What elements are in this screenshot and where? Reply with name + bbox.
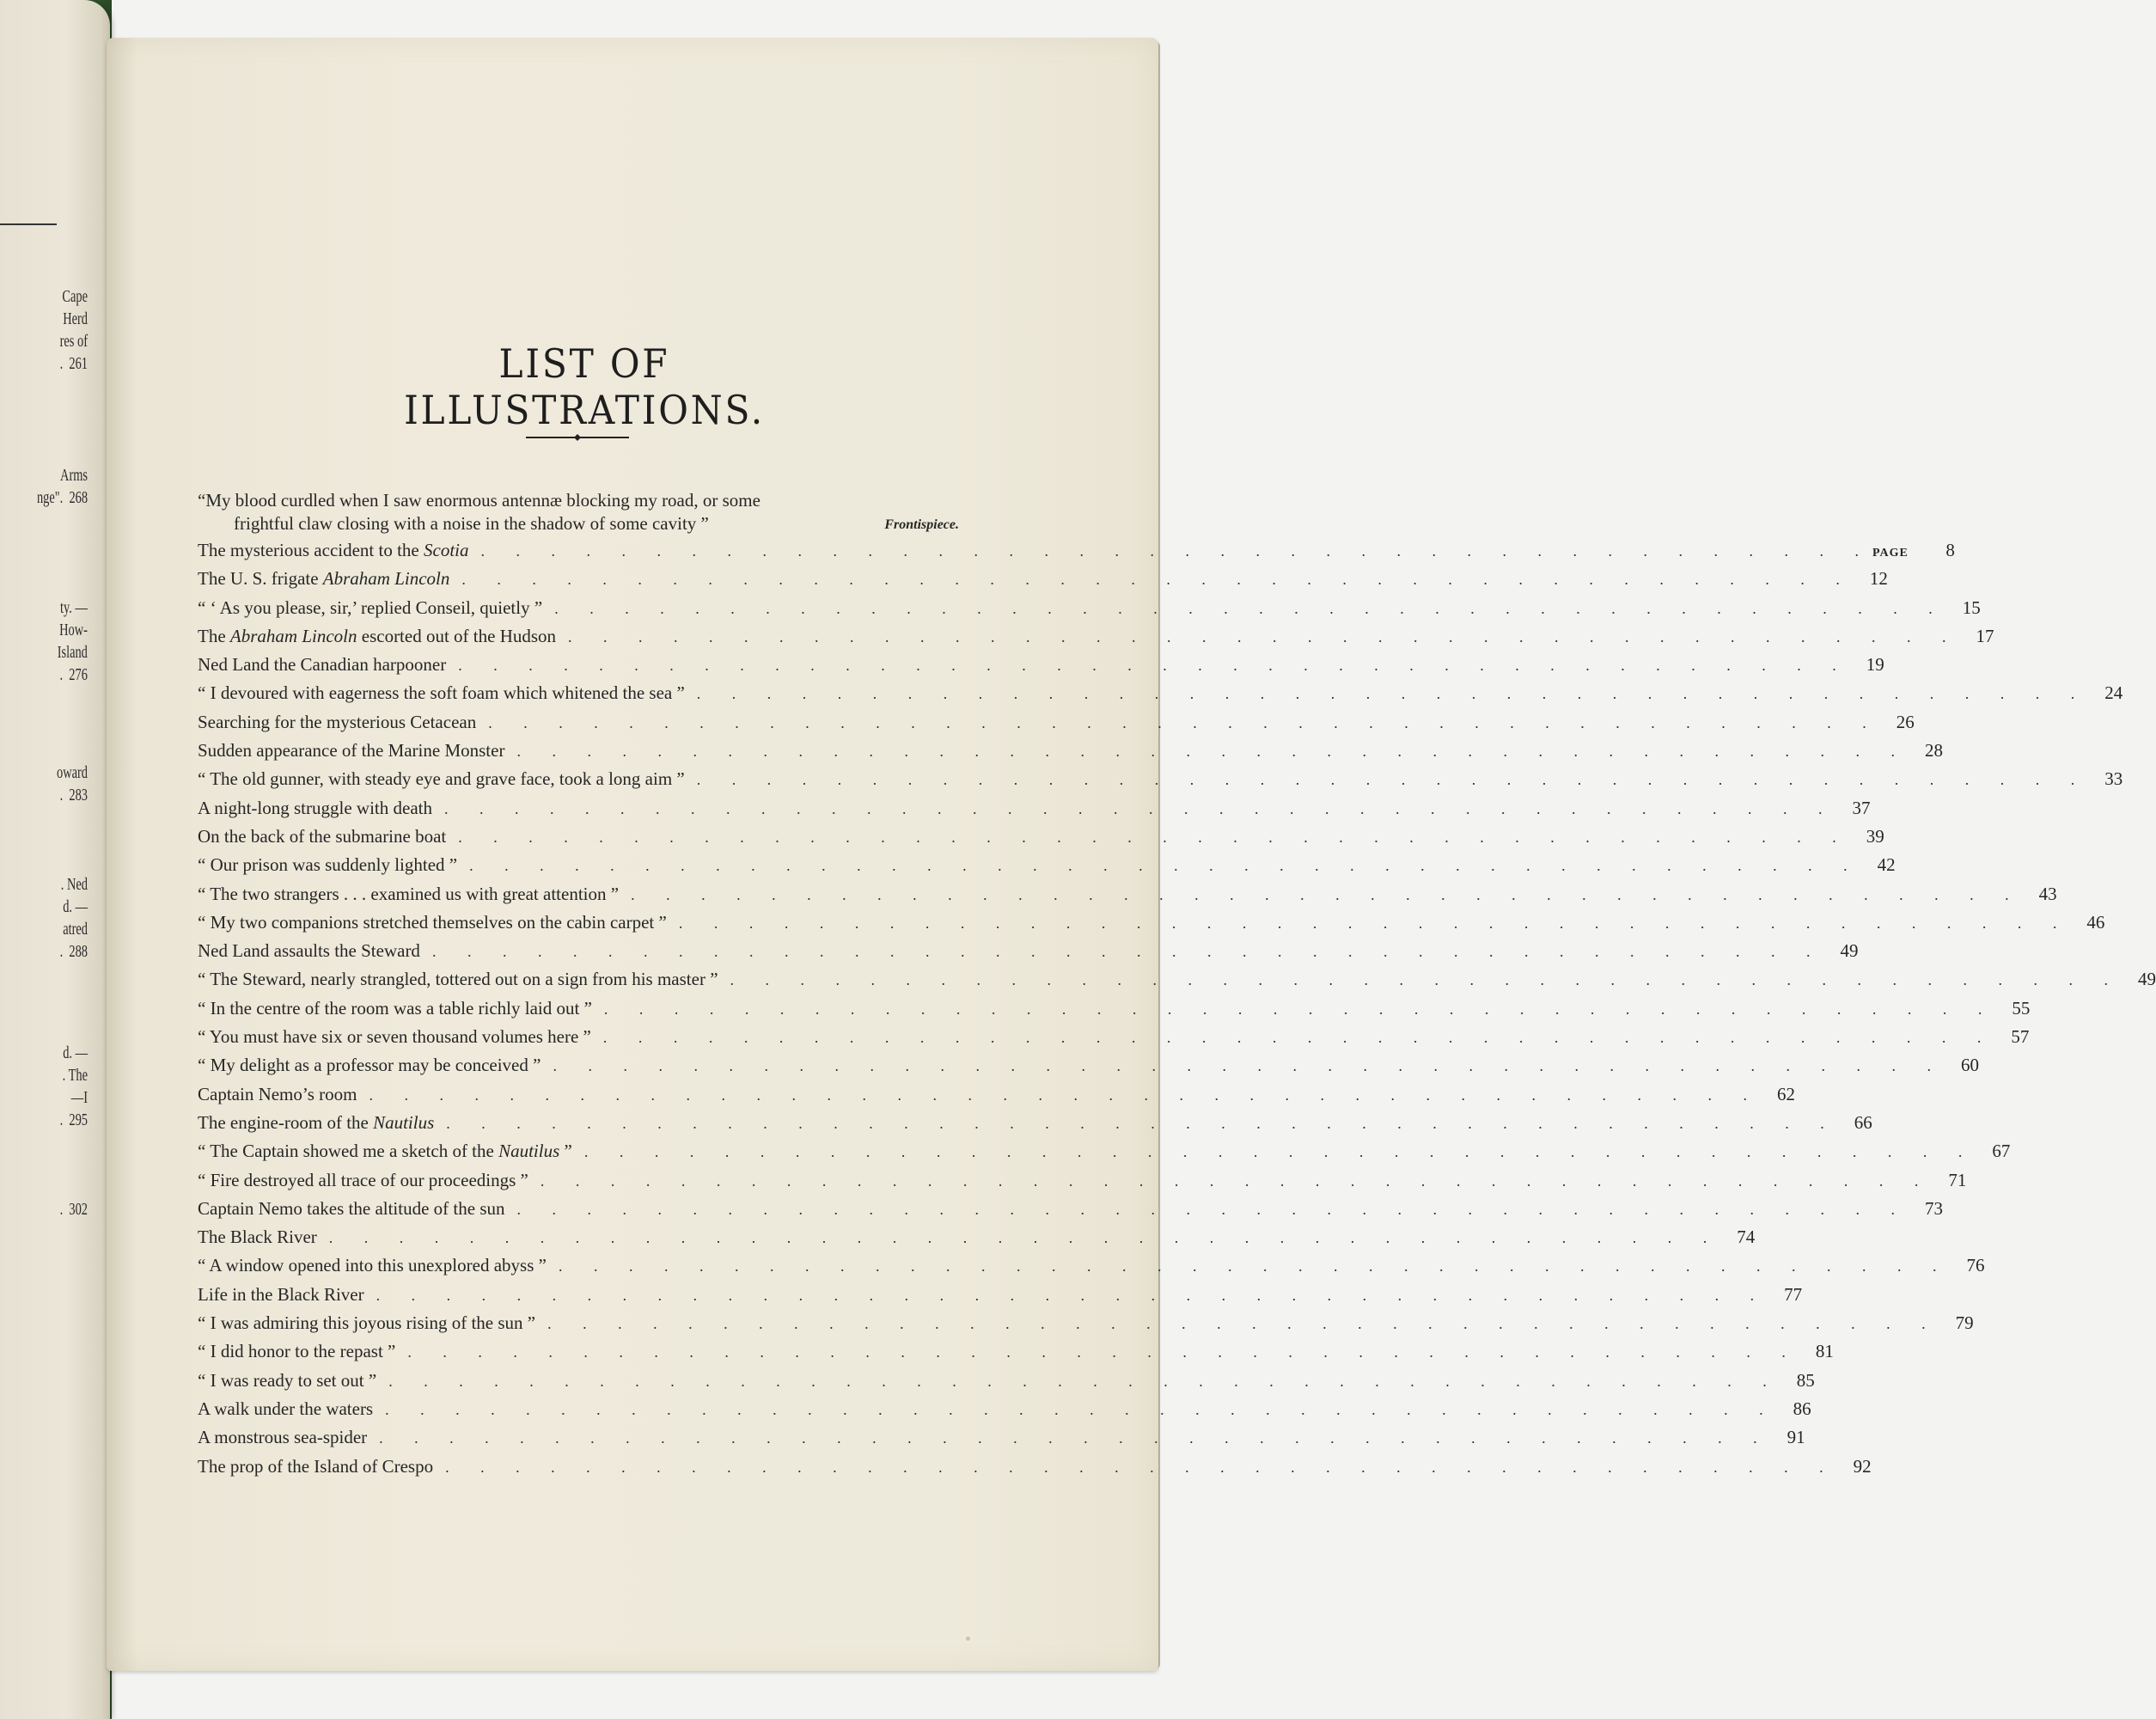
- entry-caption: [198, 998, 592, 1019]
- left-page-fragment: Cape Herd res of . 261: [59, 287, 88, 373]
- paper-spot: [966, 1636, 970, 1641]
- entry-page-number: 46: [2086, 911, 2105, 933]
- leader-dots: . . . . . . . . . . . . . . . . . . . . . . . . . . . . . . . . . . . . . . . .: [583, 1143, 1976, 1161]
- list-item: [198, 1197, 1943, 1227]
- entry-caption: [198, 1141, 572, 1162]
- left-page-fragment: oward . 283: [57, 763, 88, 804]
- entry-caption-italic: Nautilus: [373, 1111, 435, 1133]
- leader-dots: . . . . . . . . . . . . . . . . . . . . . . . . . . . . . . . . . . . . . . . .: [540, 1171, 1933, 1190]
- entry-caption-text: “ I did honor to the repast ”: [198, 1341, 396, 1362]
- entry-caption-text: ”: [559, 1141, 572, 1162]
- leader-dots: . . . . . . . . . . . . . . . . . . . . . . . . . . . . . . . . . . . . . . . .: [554, 599, 1946, 617]
- list-item: [198, 1369, 1815, 1398]
- entry-caption: [198, 1170, 528, 1191]
- entry-caption: [198, 1084, 357, 1105]
- list-item: [198, 596, 1981, 626]
- entry-page-number: 76: [1966, 1255, 1985, 1276]
- list-item: [198, 883, 2057, 912]
- leader-dots: . . . . . . . . . . . . . . . . . . . . . . . . . . . . . . . . . . . . . . . .: [379, 1429, 1771, 1447]
- entry-caption-text: Ned Land assaults the Steward: [198, 940, 420, 962]
- entry-caption: [198, 826, 446, 847]
- divider-ornament: [526, 432, 629, 443]
- list-item: [198, 1398, 1811, 1427]
- entry-page-number: 43: [2038, 883, 2057, 904]
- entry-caption-italic: Nautilus: [498, 1141, 560, 1162]
- entry-page-number: 74: [1737, 1227, 1756, 1248]
- entry-page-number: 62: [1776, 1083, 1795, 1104]
- entry-caption: [198, 1198, 505, 1220]
- list-item: [198, 940, 1859, 969]
- entry-caption-text: On the back of the submarine boat: [198, 825, 447, 847]
- left-page-fragment: Arms nge". 268: [36, 466, 88, 507]
- entry-caption-text: A night-long struggle with death: [198, 797, 432, 818]
- leader-dots: . . . . . . . . . . . . . . . . . . . . . . . . . . . . . . . . . . . . . . . .: [388, 1372, 1780, 1390]
- entry-page-number: 28: [1924, 740, 1943, 762]
- entry-page-number: 85: [1796, 1369, 1815, 1391]
- leader-dots: . . . . . . . . . . . . . . . . . . . . . . . . . . . . . . . . . . . . . . . .: [696, 685, 2089, 703]
- entry-caption: [198, 1398, 373, 1420]
- list-item: [198, 1255, 1985, 1283]
- entry-caption-line2: frightful claw closing with a noise in the shadow of some cavity ”: [234, 513, 709, 534]
- page-title: LIST OF ILLUSTRATIONS.: [404, 340, 765, 433]
- entry-caption-text: The Black River: [198, 1227, 317, 1248]
- entry-page-number: 49: [1840, 940, 1859, 962]
- leader-dots: . . . . . . . . . . . . . . . . . . . . . . . . . . . . . . . . . . . . . . . .: [443, 799, 1836, 817]
- entry-caption-text: “ The two strangers . . . examined us with great attention ”: [198, 883, 620, 904]
- list-item: [198, 1169, 1967, 1198]
- entry-caption-text: “ I devoured with eagerness the soft foam which whitened the sea ”: [198, 682, 685, 704]
- entry-caption: [198, 1227, 317, 1248]
- list-item: [198, 711, 1915, 740]
- list-item: [198, 1083, 1795, 1112]
- entry-page-frontispiece: Frontispiece.: [884, 517, 959, 532]
- leader-dots: . . . . . . . . . . . . . . . . . . . . . . . . . . . . . . . . . . . . . . . .: [376, 1286, 1768, 1304]
- leader-dots: . . . . . . . . . . . . . . . . . . . . . . . . . . . . . . . . . . . . . . . .: [553, 1057, 1945, 1075]
- entry-caption-text: “ A window opened into this unexplored abyss ”: [198, 1255, 547, 1276]
- list-item: [198, 1141, 2011, 1169]
- entry-caption-text: escorted out of the Hudson: [357, 625, 557, 646]
- list-item: [198, 1427, 1805, 1455]
- entry-page-number: 73: [1925, 1197, 1943, 1219]
- list-item: [198, 654, 1884, 682]
- leader-dots: . . . . . . . . . . . . . . . . . . . . . . . . . . . . . . . . . . . . . . . .: [488, 713, 1880, 731]
- leader-dots: . . . . . . . . . . . . . . . . . . . . . . . . . . . . . . . . . . . . . . . .: [469, 857, 1861, 875]
- entry-page-number: 86: [1793, 1398, 1811, 1419]
- entry-caption-text: “ The old gunner, with steady eye and grave face, took a long aim ”: [198, 768, 685, 790]
- entry-caption-text: A walk under the waters: [198, 1398, 374, 1419]
- list-item: [198, 768, 2123, 797]
- list-item: [198, 1227, 1756, 1255]
- leader-dots: . . . . . . . . . . . . . . . . . . . . . . . . . . . . . . . . . . . . . . . .: [678, 914, 2071, 932]
- leader-dots: . . . . . . . . . . . . . . . . . . . . . . . . . . . . . . . . . . . . . . . .: [369, 1086, 1761, 1104]
- entry-caption: [198, 969, 718, 990]
- entry-caption: [198, 1312, 535, 1334]
- leader-dots: . . . . . . . . . . . . . . . . . . . . . . . . . . . . . . . . . . . . . . . .: [461, 571, 1854, 589]
- entry-caption: [198, 712, 476, 733]
- entry-caption-text: “ My delight as a professor may be conceived ”: [198, 1055, 541, 1076]
- list-item: [198, 969, 2156, 997]
- entry-caption: [198, 854, 457, 876]
- entry-caption: [198, 1456, 433, 1477]
- entry-caption: [198, 1284, 364, 1306]
- entry-caption: [198, 940, 420, 962]
- entry-page-number: 42: [1877, 854, 1896, 876]
- entry-caption: [198, 1255, 547, 1276]
- list-item: [198, 1055, 1979, 1083]
- entry-caption-text: “ You must have six or seven thousand volumes here ”: [198, 1026, 591, 1048]
- entry-caption-text: Captain Nemo’s room: [198, 1083, 357, 1104]
- leader-dots: . . . . . . . . . . . . . . . . . . . . . . . . . . . . . . . . . . . . . . . .: [516, 1200, 1909, 1218]
- entry-caption-italic: Abraham Lincoln: [322, 568, 450, 590]
- list-item: [198, 625, 1994, 654]
- left-page-fragment: d. — . The —I . 295: [59, 1043, 88, 1129]
- left-page-fragment: . Ned d. — atred . 288: [59, 875, 88, 961]
- entry-page-number: 26: [1896, 711, 1915, 732]
- entry-caption-text: A monstrous sea-spider: [198, 1427, 368, 1448]
- entry-page-number: 79: [1955, 1312, 1974, 1334]
- entry-caption: [198, 798, 432, 819]
- leader-dots: . . . . . . . . . . . . . . . . . . . . . . . . . . . . . . . . . . . . . . . .: [602, 1029, 1995, 1047]
- entry-rows: [198, 540, 2156, 1484]
- list-item: [198, 1111, 1872, 1141]
- leader-dots: . . . . . . . . . . . . . . . . . . . . . . . . . . . . . . . . . . . . . . . .: [431, 943, 1824, 961]
- entry-caption-text: The engine-room of the: [198, 1111, 374, 1133]
- entry-caption-text: The prop of the Island of Crespo: [198, 1455, 434, 1477]
- entry-caption-line1: “My blood curdled when I saw enormous antennæ blocking my road, or some: [198, 490, 760, 511]
- list-item: [198, 568, 1888, 596]
- entry-caption: [198, 682, 685, 704]
- list-item: [198, 1312, 1974, 1341]
- entry-caption-text: “ Our prison was suddenly lighted ”: [198, 854, 458, 876]
- entry-caption: [198, 568, 449, 590]
- left-page-fragment: . 302: [59, 1200, 88, 1219]
- entry-caption: [198, 1427, 367, 1448]
- list-item: [198, 825, 1884, 854]
- list-item: [198, 1341, 1834, 1369]
- entry-page-number: 91: [1786, 1427, 1805, 1448]
- entry-caption-text: “ My two companions stretched themselves on the cabin carpet ”: [198, 911, 667, 933]
- leader-dots: . . . . . . . . . . . . . . . . . . . . . . . . . . . . . . . . . . . . . . . .: [558, 1257, 1951, 1275]
- entry-caption-text: “ The Steward, nearly strangled, tottered out on a sign from his master ”: [198, 969, 718, 990]
- entry-caption-text: Sudden appearance of the Marine Monster: [198, 740, 505, 762]
- entry-caption: [198, 1341, 395, 1362]
- entry-caption: [198, 740, 504, 762]
- entry-caption-text: The U. S. frigate: [198, 568, 323, 590]
- entry-caption-italic: Abraham Lincoln: [229, 625, 357, 646]
- entry-page-number: 37: [1852, 797, 1871, 818]
- leader-dots: . . . . . . . . . . . . . . . . . . . . . . . . . . . . . . . . . . . . . . . .: [730, 971, 2122, 989]
- list-item: [198, 740, 1943, 768]
- entry-caption-text: The mysterious accident to the: [198, 540, 424, 560]
- entry-caption: [198, 540, 469, 561]
- left-page-fragment: ty. — How- Island . 276: [57, 598, 88, 684]
- leader-dots: . . . . . . . . . . . . . . . . . . . . . . . . . . . . . . . . . . . . . . . .: [407, 1343, 1799, 1361]
- leader-dots: . . . . . . . . . . . . . . . . . . . . . . . . . . . . . . . . . . . . . . . .: [458, 828, 1850, 846]
- entry-page-number: 8: [1945, 540, 1955, 560]
- entry-caption: [198, 626, 556, 647]
- leader-dots: . . . . . . . . . . . . . . . . . . . . . . . . . . . . . . . . . . . . . . . .: [603, 1000, 1996, 1018]
- entry-caption: [198, 597, 542, 619]
- leader-dots: . . . . . . . . . . . . . . . . . . . . . . . . . . . . . . . . . . . . . . . .: [445, 1458, 1837, 1476]
- leader-dots: . . . . . . . . . . . . . . . . . . . . . . . . . . . . . . . . . . . . . . . .: [446, 1114, 1838, 1132]
- entry-caption-italic: Scotia: [424, 540, 469, 560]
- entry-caption-text: The: [198, 625, 230, 646]
- entry-caption: [198, 1370, 376, 1392]
- entry-caption-text: “ I was ready to set out ”: [198, 1369, 377, 1391]
- illustration-list: [198, 490, 2156, 1484]
- list-item: [198, 911, 2105, 940]
- entry-page-number: 24: [2104, 682, 2123, 704]
- list-item: [198, 797, 1871, 826]
- entry-caption-text: “ ‘ As you please, sir,’ replied Conseil, quietly ”: [198, 596, 543, 618]
- leader-dots: . . . . . . . . . . . . . . . . . . . . . . . . . . . . . . . . . . . . . . . .: [328, 1229, 1721, 1247]
- leader-dots: . . . . . . . . . . . . . . . . . . . . . . . . . . . . . . . . . . . . . . . .: [516, 743, 1909, 761]
- entry-caption: [198, 1055, 541, 1076]
- entry-page-number: 55: [2012, 997, 2031, 1019]
- entry-page-number: 39: [1866, 825, 1884, 847]
- entry-page-number: 92: [1853, 1455, 1872, 1477]
- left-page-rule: [0, 223, 57, 225]
- list-item: [198, 682, 2123, 711]
- entry-caption: [198, 884, 619, 905]
- list-item: [198, 1026, 2030, 1055]
- entry-page-number: 60: [1960, 1055, 1979, 1076]
- left-page: [0, 0, 110, 1719]
- entry-caption: [198, 1112, 434, 1134]
- entry-page-number: 12: [1869, 568, 1888, 590]
- entry-caption: [198, 912, 667, 933]
- leader-dots: . . . . . . . . . . . . . . . . . . . . . . . . . . . . . . . . . . . . . . . .: [696, 771, 2089, 789]
- entry-caption-text: Ned Land the Canadian harpooner: [198, 654, 447, 676]
- list-item: [198, 540, 1955, 568]
- entry-caption-text: “ I was admiring this joyous rising of the sun ”: [198, 1312, 536, 1334]
- leader-dots: . . . . . . . . . . . . . . . . . . . . . . . . . . . . . . . . . . . . . . . .: [385, 1400, 1777, 1418]
- entry-page-number: 81: [1815, 1341, 1834, 1362]
- list-item-frontispiece: [198, 490, 959, 540]
- entry-page-number: 66: [1854, 1111, 1872, 1133]
- entry-caption-text: Searching for the mysterious Cetacean: [198, 711, 477, 732]
- leader-dots: . . . . . . . . . . . . . . . . . . . . . . . . . . . . . . . . . . . . . . . .: [568, 627, 1960, 645]
- entry-page-number: 19: [1866, 654, 1884, 676]
- entry-caption-text: Life in the Black River: [198, 1283, 364, 1305]
- entry-page-number: 67: [1992, 1141, 2011, 1162]
- page-column-label: PAGE: [1872, 547, 1909, 560]
- list-item: [198, 1455, 1872, 1484]
- entry-caption-text: Captain Nemo takes the altitude of the sun: [198, 1197, 505, 1219]
- entry-page-number: 17: [1976, 625, 1994, 646]
- entry-caption-text: “ The Captain showed me a sketch of the: [198, 1141, 499, 1162]
- list-item: [198, 854, 1896, 883]
- leader-dots: . . . . . . . . . . . . . . . . . . . . . . . . . . . . . . . . . . . . . . . .: [631, 885, 2023, 903]
- leader-dots: . . . . . . . . . . . . . . . . . . . . . . . . . . . . . . . . . . . . . . . .: [458, 657, 1850, 675]
- entry-caption-text: “ Fire destroyed all trace of our proceedings ”: [198, 1169, 528, 1190]
- entry-page-number: 49: [2138, 969, 2156, 990]
- entry-page-number: 77: [1784, 1283, 1803, 1305]
- entry-caption: [198, 1026, 591, 1048]
- leader-dots: . . . . . . . . . . . . . . . . . . . . . . . . . . . . . . . . . . . . . . . .: [547, 1315, 1939, 1333]
- list-item: [198, 1283, 1803, 1312]
- entry-page-number: 33: [2104, 768, 2123, 790]
- entry-page-number: 71: [1948, 1169, 1967, 1190]
- entry-caption-text: “ In the centre of the room was a table richly laid out ”: [198, 997, 592, 1019]
- list-item: [198, 997, 2031, 1026]
- entry-caption: [198, 768, 685, 790]
- entry-page-number: 15: [1962, 596, 1981, 618]
- leader-dots: . . . . . . . . . . . . . . . . . . . . . . . . . . . . . . . . . . . . . . . .: [480, 542, 1873, 560]
- entry-caption: [198, 654, 446, 676]
- entry-page-number: 57: [2011, 1026, 2030, 1048]
